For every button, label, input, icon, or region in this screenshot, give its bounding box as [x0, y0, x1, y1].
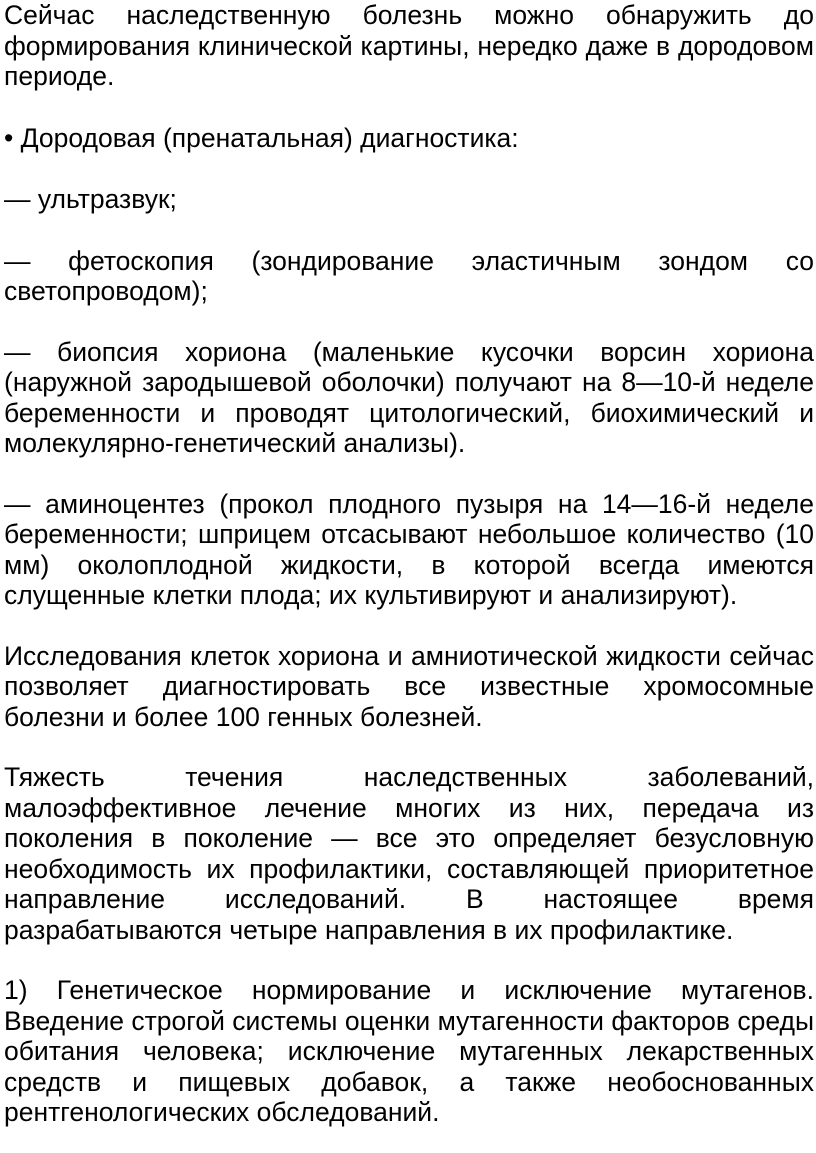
paragraph-chorion-biopsy: — биопсия хориона (маленькие кусочки ворсин хориона (наружной зародышевой оболочки) получают на 8—10-й неделе беременности и проводят цитологический, биохимический и молекулярно-генетический анализы).	[4, 336, 814, 458]
paragraph-prenatal-heading: • Дородовая (пренатальная) диагностика:	[4, 122, 519, 153]
paragraph-severity: Тяжесть течения наследственных заболеваний, малоэффективное лечение многих из них, передача из поколения в поколение — все это определяет безусловную необходимость их профилактики, составляющей приоритетное направление исследований. В настоящее время разрабатываются четыре направления в их профилактике.	[4, 762, 814, 945]
paragraph-fetoscopy: — фетоскопия (зондирование эластичным зондом со светопроводом);	[4, 245, 814, 306]
paragraph-intro: Сейчас наследственную болезнь можно обнаружить до формирования клинической картины, нередко даже в дородовом периоде.	[4, 0, 814, 91]
paragraph-research: Исследования клеток хориона и амниотической жидкости сейчас позволяет диагностировать все известные хромосомные болезни и более 100 генных болезней.	[4, 640, 814, 732]
paragraph-ultrasound: — ультразвук;	[4, 184, 177, 214]
paragraph-amniocentesis: — аминоцентез (прокол плодного пузыря на 14—16-й неделе беременности; шприцем отсасывают небольшое количество (10 мм) околоплодной жидкости, в которой всегда имеются слущенные клетки плода; их культивируют и анализируют).	[4, 488, 814, 610]
document-page	[4, 0, 814, 1128]
paragraph-genetic-norming: 1) Генетическое нормирование и исключение мутагенов. Введение строгой системы оценки мутагенности факторов среды обитания человека; исключение мутагенных лекарственных средств и пищевых добавок, а также необоснованных рентгенологических обследований.	[4, 975, 814, 1127]
